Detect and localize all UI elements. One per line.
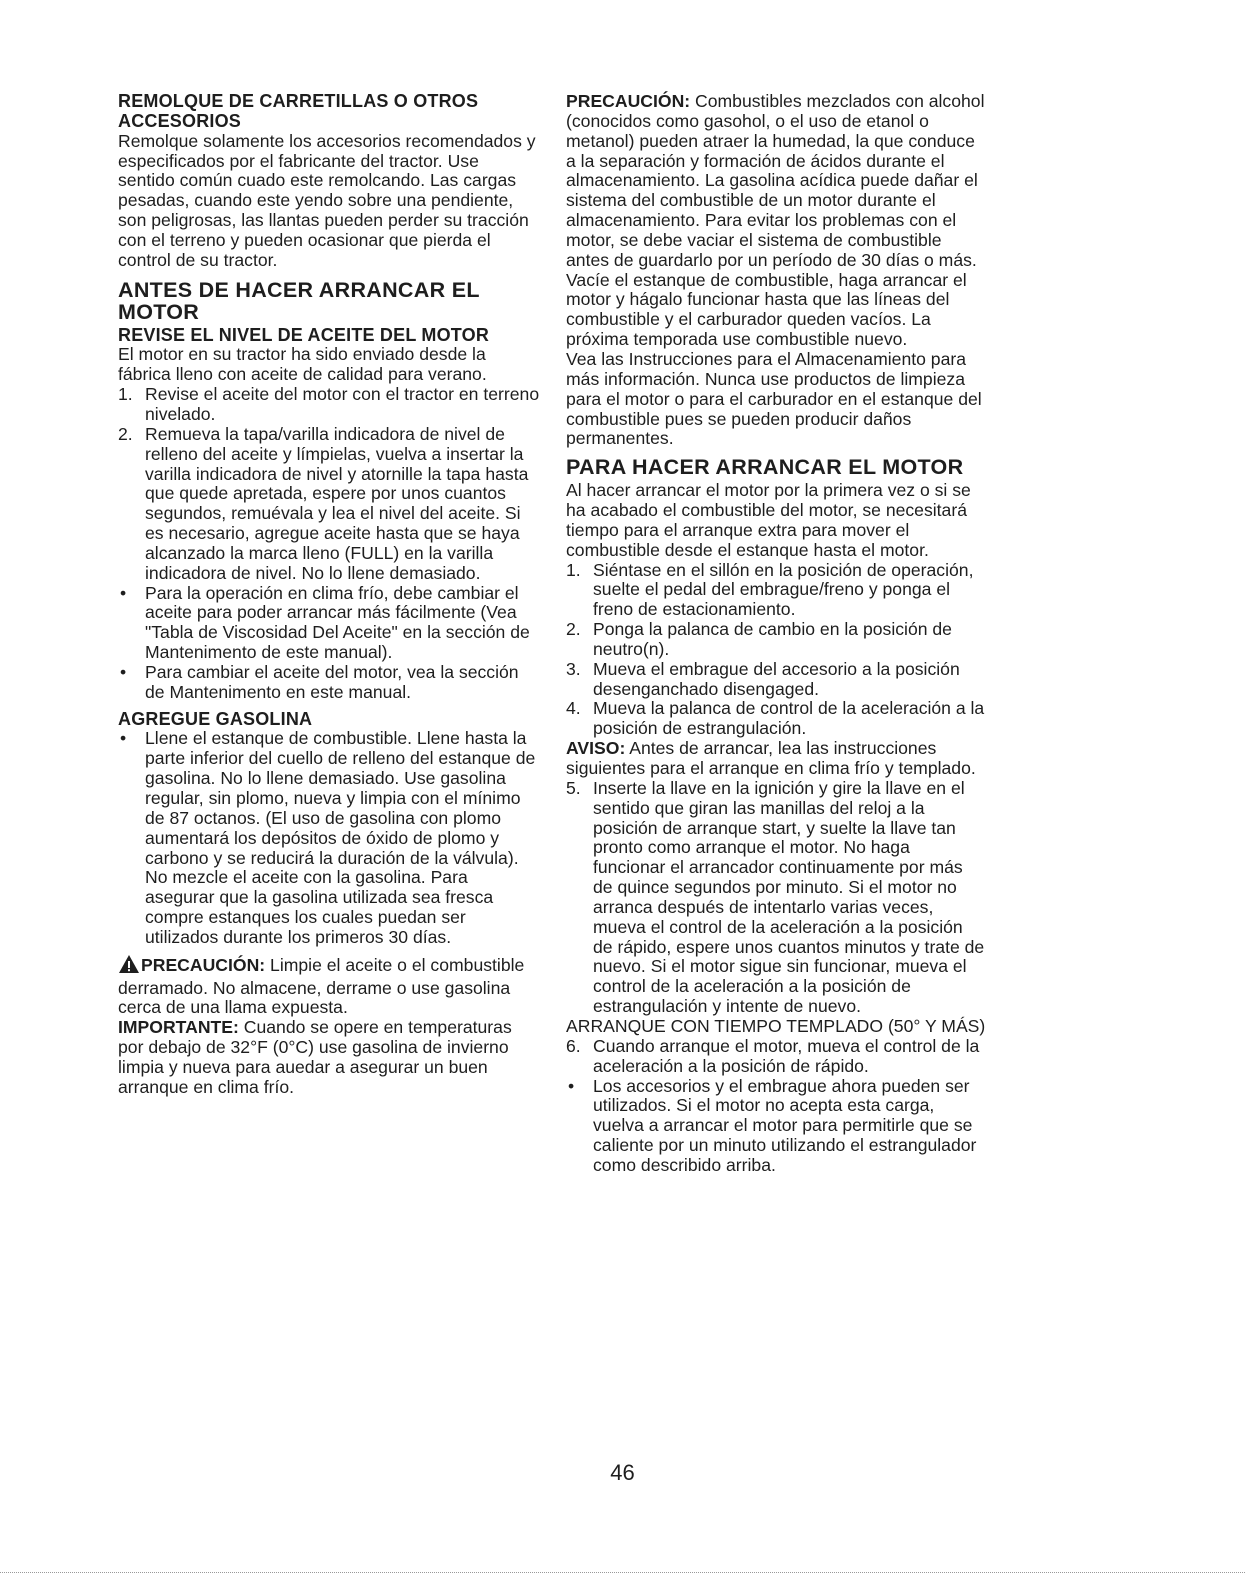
final-bullet [566,1077,986,1176]
start-step [566,779,986,1017]
oil-step [118,385,540,425]
warning-triangle-icon [118,954,140,979]
bullet-icon: • [120,582,127,603]
warm-weather-heading: ARRANQUE CON TIEMPO TEMPLADO (50° Y MÁS) [566,1015,986,1036]
notice-text: Antes de arrancar, lea las instrucciones siguientes para el arranque en clima frío y templado. [566,738,976,778]
step-number: 6. [566,1035,581,1056]
precaution-text: Combustibles mezclados con alcohol (conocidos como gasohol, o el uso de etanol o metanol) pueden atraer la humedad, la que conduce a la separación y formación de ácidos durante el almacenamiento. La gasolina acídica puede dañar el sistema del combustible de un motor durante el almacenamiento. Para evitar los problemas con el motor, se debe vaciar el sistema de combustible antes de guardarlo por un período de 30 días o más. Vacíe el estanque de combustible, haga arrancar el motor y hágalo funcionar hasta que las líneas del combustible y el carburador queden vacíos. La próxima temporada use combustible nuevo. [566,91,985,350]
oil-step [118,425,540,584]
bullet-icon: • [120,661,127,682]
storage-paragraph: Vea las Instrucciones para el Almacenamiento para más información. Nunca use productos de limpieza para el motor o para el carburador en el estanque del combustible pues se pueden producir daños permanentes. [566,348,982,449]
add-fuel-heading: AGREGUE GASOLINA [118,708,313,729]
step-text: Mueva el embrague del accesorio a la posición desenganchado disengaged. [593,658,960,699]
step-number: 4. [566,698,581,719]
notice-label: AVISO: [566,738,626,759]
caution-text: Limpie el aceite o el combustible derramado. No almacene, derrame o use gasolina cerca de una llama expuesta. [118,954,525,1018]
fuel-bullet [118,729,540,947]
bullet-text: Los accesorios y el embrague ahora pueden ser utilizados. Si el motor no acepta esta carga, vuelva a arrancar el motor para permitirle que se caliente por un minuto utilizando el estrangulador como describido arriba. [593,1075,977,1175]
start-step [566,699,986,739]
precaution-label: PRECAUCIÓN: [566,91,691,111]
caution-paragraph [118,954,540,1019]
oil-bullet [118,663,540,703]
important-label: IMPORTANTE: [118,1017,239,1038]
step-number: 2. [118,423,133,444]
start-intro-paragraph: Al hacer arrancar el motor por la primera vez o si se ha acabado el combustible del motor, se necesitará tiempo para el arranque extra para mover el combustible desde el estanque hasta el motor. [566,480,971,560]
step-text: Ponga la palanca de cambio en la posición de neutro(n). [593,619,952,659]
bullet-text: Para cambiar el aceite del motor, vea la sección de Mantenimento en este manual. [145,661,519,702]
page-number: 46 [610,1460,635,1485]
oil-bullet [118,584,540,663]
step-number: 1. [118,384,133,405]
step-text: Inserte la llave en la ignición y gire la llave en el sentido que giran las manillas del reloj a la posición de arranque start, y suelte la llave tan pronto como arranque el motor. No haga funcionar el arrancador continuamente por más de quince segundos por minuto. Si el motor no arranca después de intentarlo varias veces, mueva el control de la aceleración a la posición de rápido, espere unos cuantos minutos y trate de nuevo. Si el motor sigue sin funcionar, mueva el control de la aceleración a la posición de estrangulación y intente de nuevo. [593,777,985,1017]
step-text: Remueva la tapa/varilla indicadora de nivel de relleno del aceite y límpielas, vuelva a insertar la varilla indicadora de nivel y atornille la tapa hasta que quede apretada, espere por unos cuantos segundos, remuévala y lea el nivel del aceite. Si es necesario, agregue aceite hasta que se haya alcanzado la marca lleno (FULL) en la varilla indicadora de nivel. No lo llene demasiado. [145,423,529,583]
left-column [118,92,540,1098]
step-number: 1. [566,559,581,580]
oil-intro-paragraph: El motor en su tractor ha sido enviado desde la fábrica lleno con aceite de calidad para verano. [118,344,487,385]
oil-level-heading: REVISE EL NIVEL DE ACEITE DEL MOTOR [118,324,490,345]
alcohol-fuel-paragraph [566,92,986,350]
bullet-icon: • [568,1075,575,1096]
start-step [566,561,986,621]
step-text: Siéntase en el sillón en la posición de operación, suelte el pedal del embrague/freno y ponga el freno de estacionamiento. [593,559,974,620]
step-text: Mueva la palanca de control de la aceleración a la posición de estrangulación. [593,698,985,739]
right-column [566,92,986,1176]
bullet-text: Para la operación en clima frío, debe cambiar el aceite para poder arrancar más fácilmente (Vea "Tabla de Viscosidad Del Aceite" en la sección de Mantenimento de este manual). [145,582,530,663]
bullet-icon: • [120,728,127,749]
start-step [566,660,986,700]
caution-label: PRECAUCIÓN: [141,954,266,975]
towing-paragraph: Remolque solamente los accesorios recomendados y especificados por el fabricante del tractor. Use sentido común cuado este remolcando. Las cargas pesadas, cuando este yendo sobre una pendiente, son peligrosas, las llantas pueden perder su tracción con el terreno y pueden ocasionar que pierda el control de su tractor. [118,130,536,270]
bottom-border [0,1572,1245,1573]
important-paragraph [118,1018,540,1097]
step-text: Revise el aceite del motor con el tractor en terreno nivelado. [145,384,540,424]
step-number: 2. [566,619,581,640]
step-text: Cuando arranque el motor, mueva el control de la aceleración a la posición de rápido. [593,1035,980,1076]
notice-paragraph [566,739,986,779]
start-step [566,620,986,660]
step-number: 3. [566,658,581,679]
start-engine-heading: PARA HACER ARRANCAR EL MOTOR [566,455,964,480]
bullet-text: Llene el estanque de combustible. Llene hasta la parte inferior del cuello de relleno del estanque de gasolina. No lo llene demasiado. Use gasolina regular, sin plomo, nueva y limpia con el mínimo de 87 octanos. (El uso de gasolina con plomo aumentará los depósitos de óxido de plomo y carbono y se reducirá la duración de la válvula). No mezcle el aceite con la gasolina. Para asegurar que la gasolina utilizada sea fresca compre estanques los cuales puedan ser utilizados durante los primeros 30 días. [145,728,536,947]
important-text: Cuando se opere en temperaturas por debajo de 32°F (0°C) use gasolina de invierno limpia y nueva para auedar a asegurar un buen arranque en clima frío. [118,1017,512,1097]
towing-heading: REMOLQUE DE CARRETILLAS O OTROS ACCESORIOS [118,91,479,131]
before-starting-heading: ANTES DE HACER ARRANCAR EL MOTOR [118,277,480,324]
start-step [566,1037,986,1077]
step-number: 5. [566,777,581,798]
